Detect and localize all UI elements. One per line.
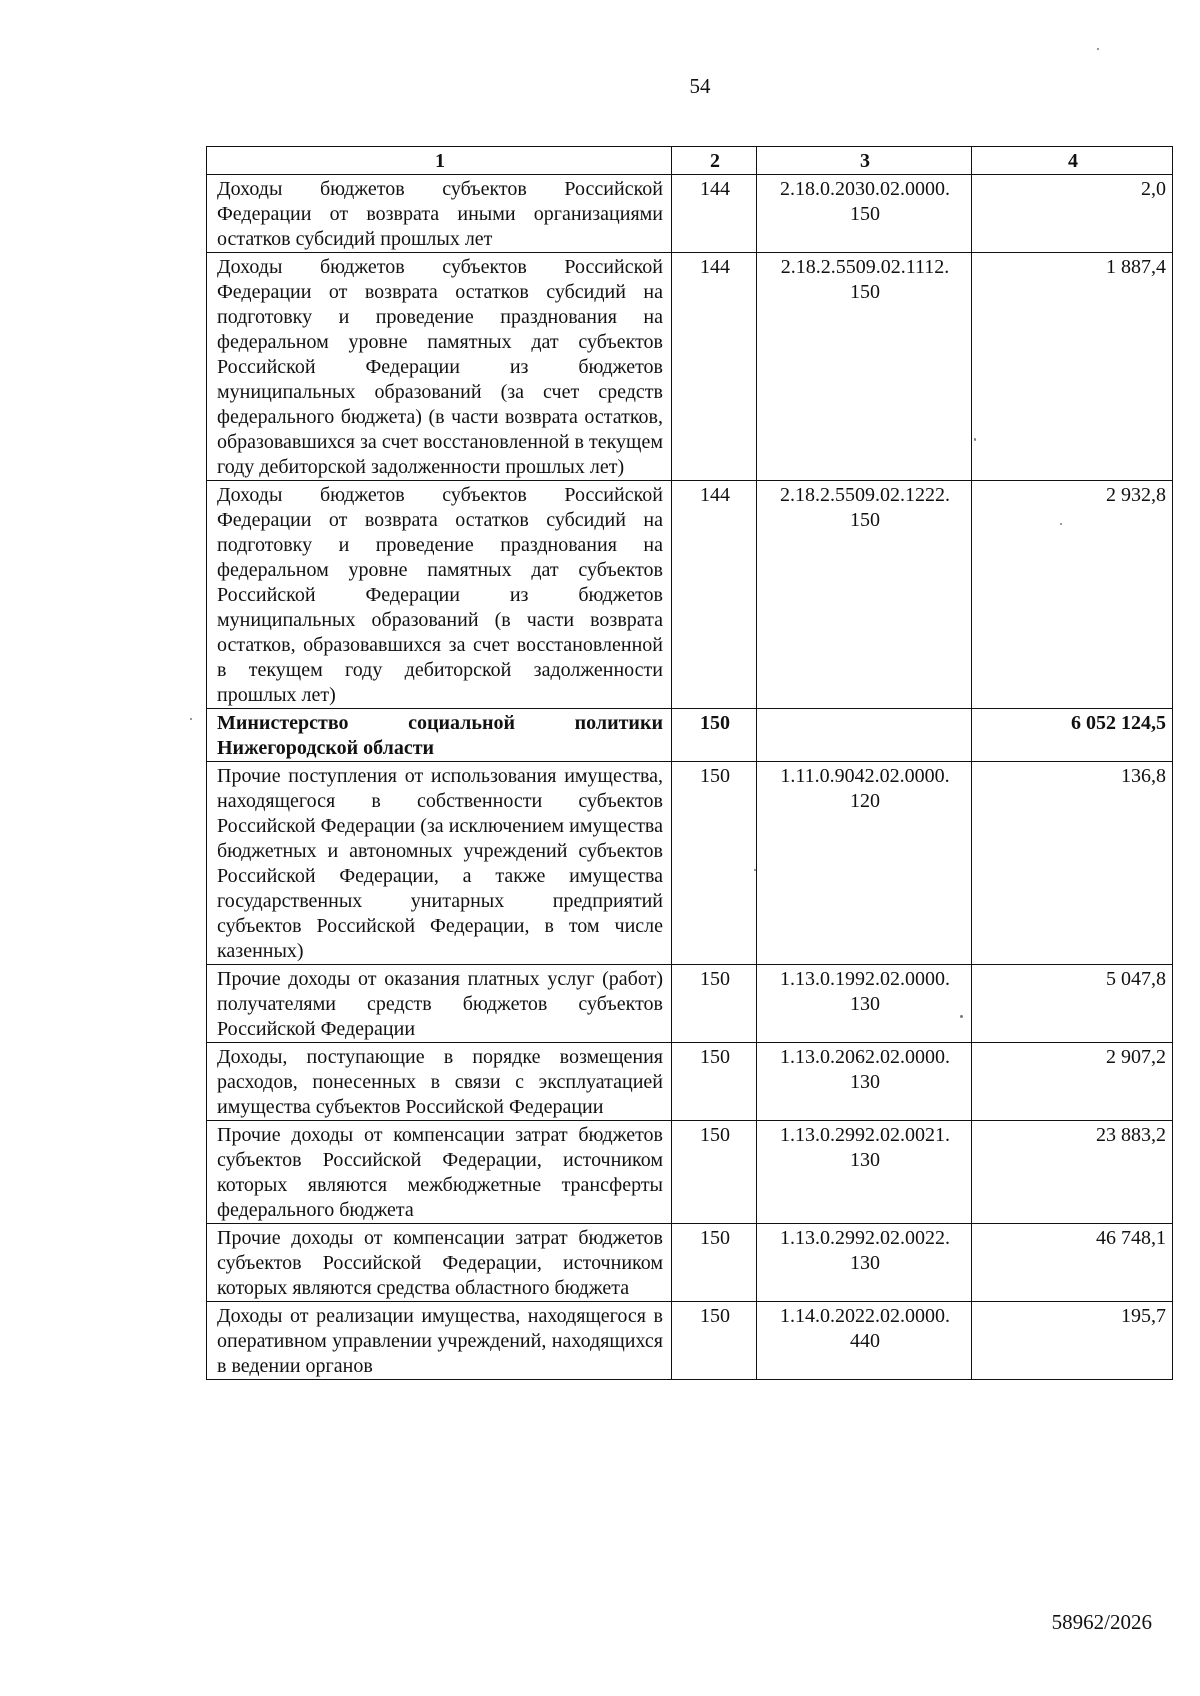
table-row — [207, 175, 1173, 253]
code-cell: 150 — [672, 1121, 757, 1224]
budget-code-cell: 1.13.0.2992.02.0021. 130 — [757, 1121, 972, 1224]
amount-cell: 5 047,8 — [972, 965, 1173, 1043]
name-cell: Доходы бюджетов субъектов Российской Федерации от возврата остатков субсидий на подготовку и проведение празднования на федеральном уровне памятных дат субъектов Российской Федерации из бюджетов муниципальных образований (в части возврата остатков, образовавшихся за счет восстановленной в текущем году дебиторской задолженности прошлых лет) — [207, 481, 672, 709]
scan-speck — [1060, 523, 1062, 525]
code-cell: 150 — [672, 762, 757, 965]
name-cell: Доходы, поступающие в порядке возмещения расходов, понесенных в связи с эксплуатацией имущества субъектов Российской Федерации — [207, 1043, 672, 1121]
amount-cell: 2,0 — [972, 175, 1173, 253]
budget-table — [206, 146, 1173, 1380]
code-cell: 150 — [672, 1224, 757, 1302]
header-cell: 2 — [672, 147, 757, 175]
code-cell: 150 — [672, 709, 757, 762]
code-cell: 150 — [672, 1302, 757, 1380]
amount-cell: 6 052 124,5 — [972, 709, 1173, 762]
header-cell: 1 — [207, 147, 672, 175]
name-cell: Прочие доходы от компенсации затрат бюджетов субъектов Российской Федерации, источником которых являются межбюджетные трансферты федерального бюджета — [207, 1121, 672, 1224]
budget-code-cell: 1.11.0.9042.02.0000. 120 — [757, 762, 972, 965]
name-cell: Доходы бюджетов субъектов Российской Федерации от возврата остатков субсидий на подготовку и проведение празднования на федеральном уровне памятных дат субъектов Российской Федерации из бюджетов муниципальных образований (за счет средств федерального бюджета) (в части возврата остатков, образовавшихся за счет восстановленной в текущем году дебиторской задолженности прошлых лет) — [207, 253, 672, 481]
budget-code-cell: 2.18.0.2030.02.0000. 150 — [757, 175, 972, 253]
scan-speck — [754, 869, 756, 871]
table-row — [207, 1043, 1173, 1121]
table-row — [207, 1121, 1173, 1224]
table-row — [207, 1224, 1173, 1302]
amount-cell: 195,7 — [972, 1302, 1173, 1380]
amount-cell: 46 748,1 — [972, 1224, 1173, 1302]
amount-cell: 136,8 — [972, 762, 1173, 965]
code-cell: 144 — [672, 175, 757, 253]
header-row — [207, 147, 1173, 175]
name-cell: Министерство социальной политики Нижегородской области — [207, 709, 672, 762]
amount-cell: 1 887,4 — [972, 253, 1173, 481]
budget-code-cell: 1.13.0.2062.02.0000. 130 — [757, 1043, 972, 1121]
table-row — [207, 481, 1173, 709]
scan-speck — [190, 718, 192, 720]
name-cell: Прочие поступления от использования имущества, находящегося в собственности субъектов Российской Федерации (за исключением имущества бюджетных и автономных учреждений субъектов Российской Федерации, а также имущества государственных унитарных предприятий субъектов Российской Федерации, в том числе казенных) — [207, 762, 672, 965]
header-cell: 4 — [972, 147, 1173, 175]
budget-code-cell: 2.18.2.5509.02.1112. 150 — [757, 253, 972, 481]
amount-cell: 2 907,2 — [972, 1043, 1173, 1121]
code-cell: 150 — [672, 965, 757, 1043]
scan-speck — [974, 438, 976, 441]
scan-speck — [1097, 48, 1099, 50]
name-cell: Прочие доходы от компенсации затрат бюджетов субъектов Российской Федерации, источником которых являются средства областного бюджета — [207, 1224, 672, 1302]
code-cell: 150 — [672, 1043, 757, 1121]
table-row — [207, 762, 1173, 965]
amount-cell: 23 883,2 — [972, 1121, 1173, 1224]
budget-code-cell — [757, 709, 972, 762]
name-cell: Доходы от реализации имущества, находящегося в оперативном управлении учреждений, находящихся в ведении органов — [207, 1302, 672, 1380]
budget-code-cell: 1.13.0.1992.02.0000. 130 — [757, 965, 972, 1043]
table-row — [207, 965, 1173, 1043]
table-row — [207, 1302, 1173, 1380]
budget-code-cell: 1.14.0.2022.02.0000. 440 — [757, 1302, 972, 1380]
page-number: 54 — [689, 74, 711, 98]
document-id: 58962/2026 — [1051, 1610, 1152, 1634]
budget-code-cell: 2.18.2.5509.02.1222. 150 — [757, 481, 972, 709]
name-cell: Доходы бюджетов субъектов Российской Федерации от возврата иными организациями остатков субсидий прошлых лет — [207, 175, 672, 253]
code-cell: 144 — [672, 481, 757, 709]
amount-cell: 2 932,8 — [972, 481, 1173, 709]
header-cell: 3 — [757, 147, 972, 175]
table-row — [207, 253, 1173, 481]
section-row — [207, 709, 1173, 762]
budget-code-cell: 1.13.0.2992.02.0022. 130 — [757, 1224, 972, 1302]
name-cell: Прочие доходы от оказания платных услуг (работ) получателями средств бюджетов субъектов Российской Федерации — [207, 965, 672, 1043]
code-cell: 144 — [672, 253, 757, 481]
scan-speck — [960, 1015, 963, 1018]
